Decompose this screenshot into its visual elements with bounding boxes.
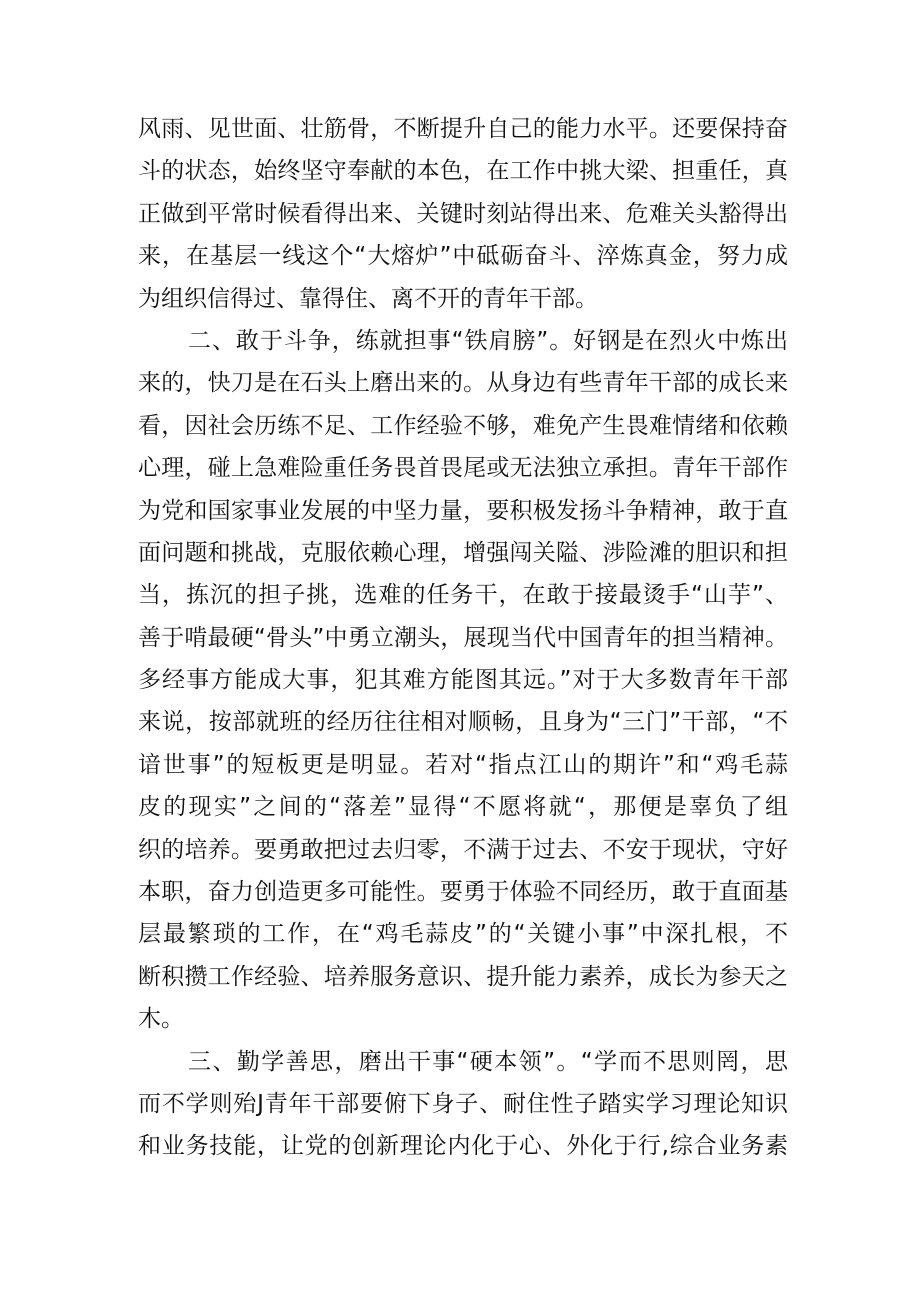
line-text: 正做到平常时候看得出来、关键时刻站得出来、危难关头豁得出 xyxy=(138,200,788,227)
text-line xyxy=(138,829,788,871)
text-line xyxy=(138,659,788,701)
line-text: 风雨、见世面、壮筋骨，不断提升自己的能力水平。还要保持奋 xyxy=(138,116,788,142)
text-line xyxy=(138,150,788,192)
text-line xyxy=(138,108,788,150)
text-line xyxy=(138,998,788,1040)
line-text: 多经事方能成大事，犯其难方能图其远。”对于大多数青年干部 xyxy=(138,667,788,694)
line-text: 来的，快刀是在石头上磨出来的。从身边有些青年干部的成长来 xyxy=(138,370,788,397)
line-text: 谙世事”的短板更是明显。若对“指点江山的期许”和“鸡毛蒜 xyxy=(138,751,788,778)
line-text: 织的培养。要勇敢把过去归零，不满于过去、不安于现状，守好 xyxy=(138,836,788,863)
text-line xyxy=(138,235,788,277)
line-text: 来，在基层一线这个“大熔炉”中砥砺奋斗、淬炼真金，努力成 xyxy=(138,243,788,270)
paragraph-first-line xyxy=(138,1041,788,1083)
line-text: 面问题和挑战，克服依赖心理，增强闯关隘、涉险滩的胆识和担 xyxy=(138,539,788,566)
line-text: 三、勤学善思，磨出干事“硬本领”。“学而不思则罔，思 xyxy=(188,1048,788,1075)
line-text: 层最繁琐的工作，在“鸡毛蒜皮”的“关键小事”中深扎根，不 xyxy=(138,921,788,948)
text-line xyxy=(138,490,788,532)
line-text: 为组织信得过、靠得住、离不开的青年干部。 xyxy=(138,285,598,312)
text-line xyxy=(138,447,788,489)
paragraph-first-line xyxy=(138,320,788,362)
text-line xyxy=(138,532,788,574)
line-text: 心理，碰上急难险重任务畏首畏尾或无法独立承担。青年干部作 xyxy=(138,455,788,482)
text-line xyxy=(138,913,788,955)
text-line xyxy=(138,744,788,786)
text-line xyxy=(138,1083,788,1125)
line-text: 断积攒工作经验、培养服务意识、提升能力素养，成长为参天之 xyxy=(138,963,788,990)
document-body xyxy=(138,108,788,1168)
text-line xyxy=(138,1125,788,1167)
text-line xyxy=(138,193,788,235)
line-text: 善于啃最硬“骨头”中勇立潮头，展现当代中国青年的担当精神。 xyxy=(138,624,788,651)
text-line xyxy=(138,278,788,320)
text-line xyxy=(138,956,788,998)
line-text: 木。 xyxy=(138,1006,184,1033)
line-text: 为党和国家事业发展的中坚力量，要积极发扬斗争精神，敢于直 xyxy=(138,497,788,524)
text-line xyxy=(138,871,788,913)
line-text: 本职，奋力创造更多可能性。要勇于体验不同经历，敢于直面基 xyxy=(138,879,788,906)
line-text: 看，因社会历练不足、工作经验不够，难免产生畏难情绪和依赖 xyxy=(138,412,788,439)
text-line xyxy=(138,786,788,828)
line-text: 而不学则殆J青年干部要俯下身子、耐住性子踏实学习理论知识 xyxy=(138,1090,788,1117)
text-line xyxy=(138,617,788,659)
text-line xyxy=(138,574,788,616)
text-line xyxy=(138,362,788,404)
line-text: 来说，按部就班的经历往往相对顺畅，且身为“三门”干部，“不 xyxy=(138,709,788,736)
line-text: 斗的状态，始终坚守奉献的本色，在工作中挑大梁、担重任，真 xyxy=(138,158,788,185)
line-text: 和业务技能，让党的创新理论内化于心、外化于行,综合业务素 xyxy=(138,1133,788,1160)
text-line xyxy=(138,701,788,743)
line-text: 二、敢于斗争，练就担事“铁肩膀”。好钢是在烈火中炼出 xyxy=(188,327,788,354)
line-text: 皮的现实”之间的“落差”显得“不愿将就“，那便是辜负了组 xyxy=(138,794,788,821)
text-line xyxy=(138,405,788,447)
line-text: 当，拣沉的担子挑，选难的任务干，在敢于接最烫手“山芋”、 xyxy=(138,582,788,609)
